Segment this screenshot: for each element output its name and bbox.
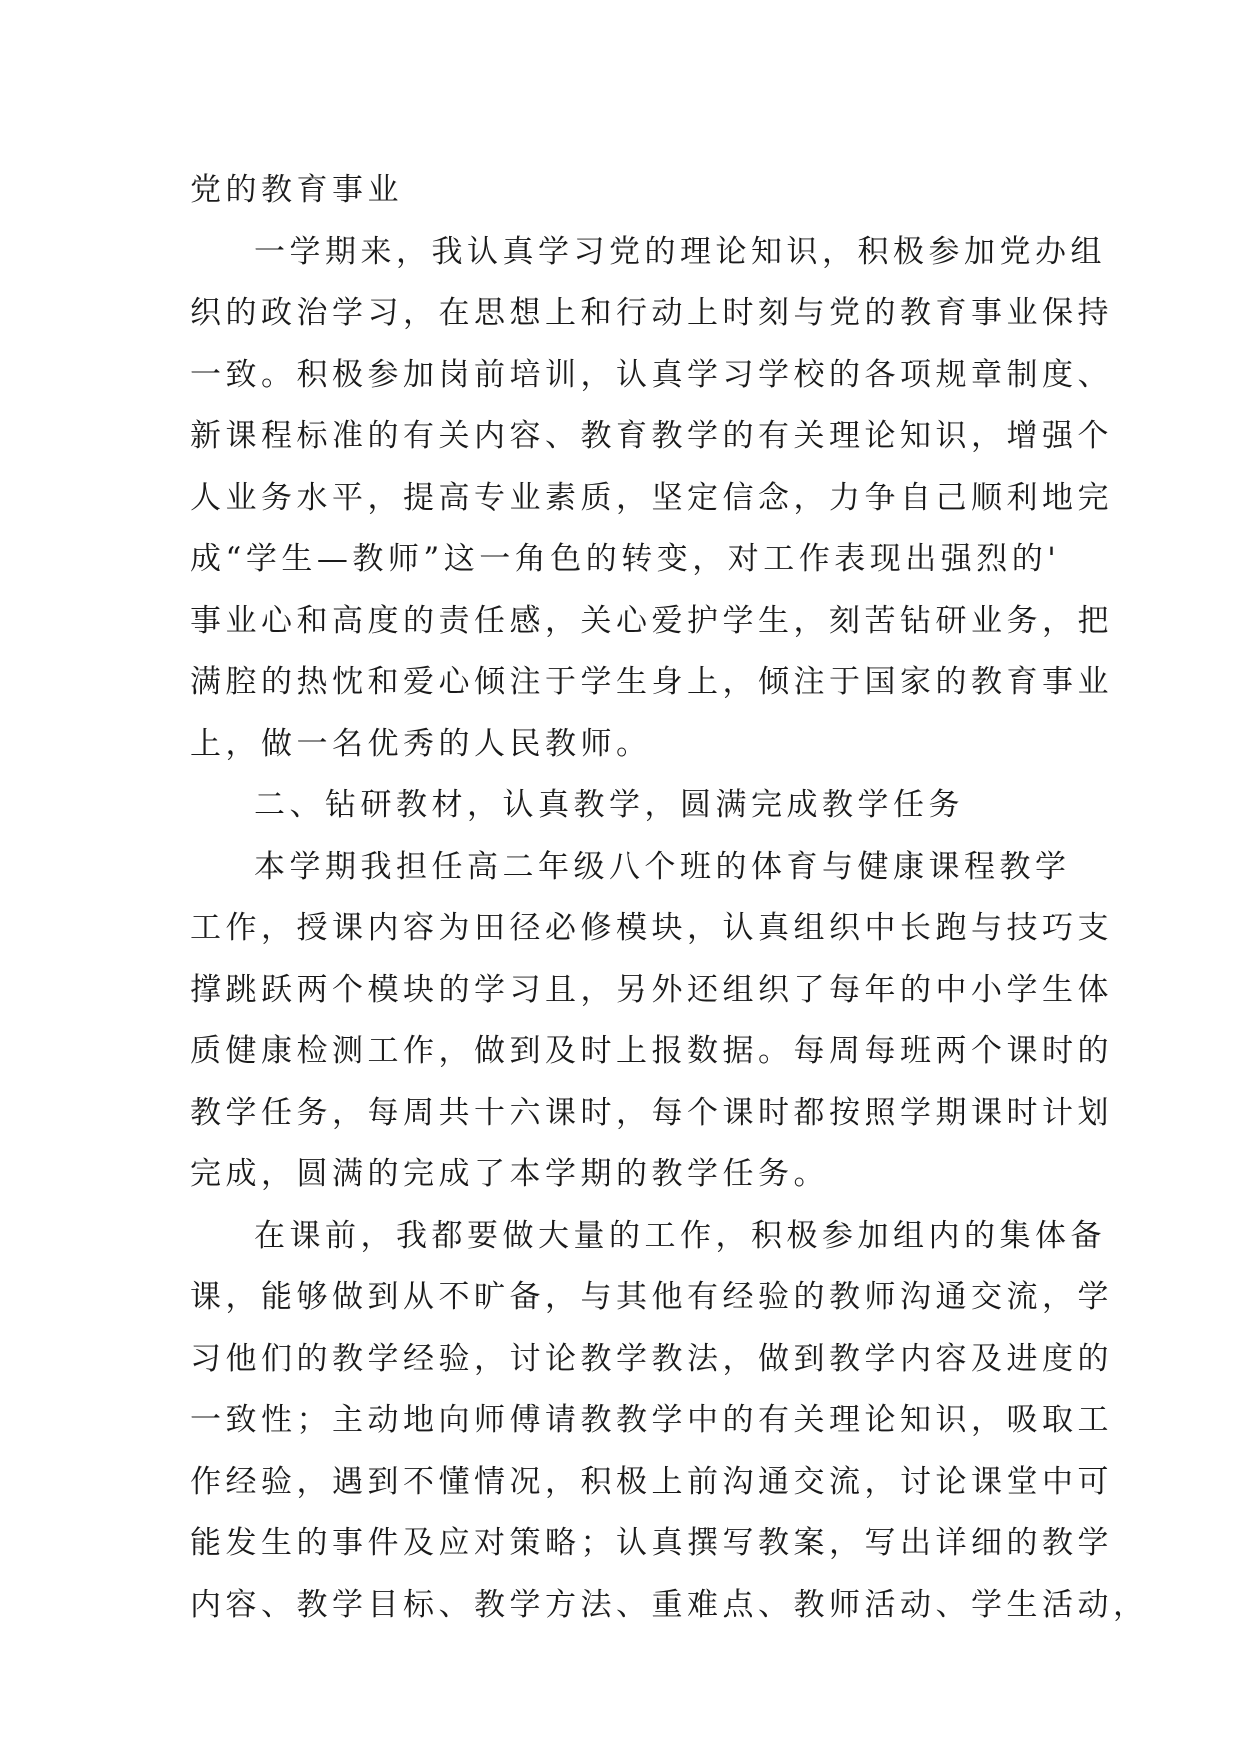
text-line: 内容、教学目标、教学方法、重难点、教师活动、学生活动， bbox=[190, 1586, 1149, 1623]
text-line: 撑跳跃两个模块的学习且，另外还组织了每年的中小学生体 bbox=[190, 971, 1113, 1008]
text-line: 事业心和高度的责任感，关心爱护学生，刻苦钻研业务，把 bbox=[190, 602, 1113, 639]
text-line: 一致。积极参加岗前培训，认真学习学校的各项规章制度、 bbox=[190, 356, 1113, 393]
text-line: 党的教育事业 bbox=[190, 172, 403, 208]
text-line: 一致性；主动地向师傅请教教学中的有关理论知识，吸取工 bbox=[190, 1402, 1113, 1438]
text-line: 人业务水平，提高专业素质，坚定信念，力争自己顺利地完 bbox=[190, 479, 1113, 516]
text-line: 能发生的事件及应对策略；认真撰写教案，写出详细的教学 bbox=[190, 1525, 1113, 1561]
document-body bbox=[190, 160, 1149, 1636]
text-line: 上，做一名优秀的人民教师。 bbox=[190, 725, 652, 762]
text-line: 织的政治学习，在思想上和行动上时刻与党的教育事业保持 bbox=[190, 295, 1113, 331]
paragraph-start-line: 在课前，我都要做大量的工作，积极参加组内的集体备 bbox=[254, 1217, 1106, 1254]
text-line: 作经验，遇到不懂情况，积极上前沟通交流，讨论课堂中可 bbox=[190, 1463, 1113, 1500]
text-line: 课，能够做到从不旷备，与其他有经验的教师沟通交流，学 bbox=[190, 1279, 1113, 1315]
text-line: 成“学生—教师”这一角色的转变，对工作表现出强烈的' bbox=[190, 541, 1061, 577]
text-line: 质健康检测工作，做到及时上报数据。每周每班两个课时的 bbox=[190, 1033, 1113, 1069]
paragraph-start-line: 本学期我担任高二年级八个班的体育与健康课程教学 bbox=[254, 848, 1071, 885]
text-line: 完成，圆满的完成了本学期的教学任务。 bbox=[190, 1156, 829, 1192]
paragraph-start-line: 一学期来，我认真学习党的理论知识，积极参加党办组 bbox=[254, 233, 1106, 270]
text-line: 教学任务，每周共十六课时，每个课时都按照学期课时计划 bbox=[190, 1094, 1113, 1131]
text-line: 习他们的教学经验，讨论教学教法，做到教学内容及进度的 bbox=[190, 1340, 1113, 1377]
text-line: 新课程标准的有关内容、教育教学的有关理论知识，增强个 bbox=[190, 418, 1113, 454]
text-line: 工作，授课内容为田径必修模块，认真组织中长跑与技巧支 bbox=[190, 910, 1113, 946]
section-heading: 二、钻研教材，认真教学，圆满完成教学任务 bbox=[254, 787, 964, 823]
text-line: 满腔的热忱和爱心倾注于学生身上，倾注于国家的教育事业 bbox=[190, 664, 1113, 700]
